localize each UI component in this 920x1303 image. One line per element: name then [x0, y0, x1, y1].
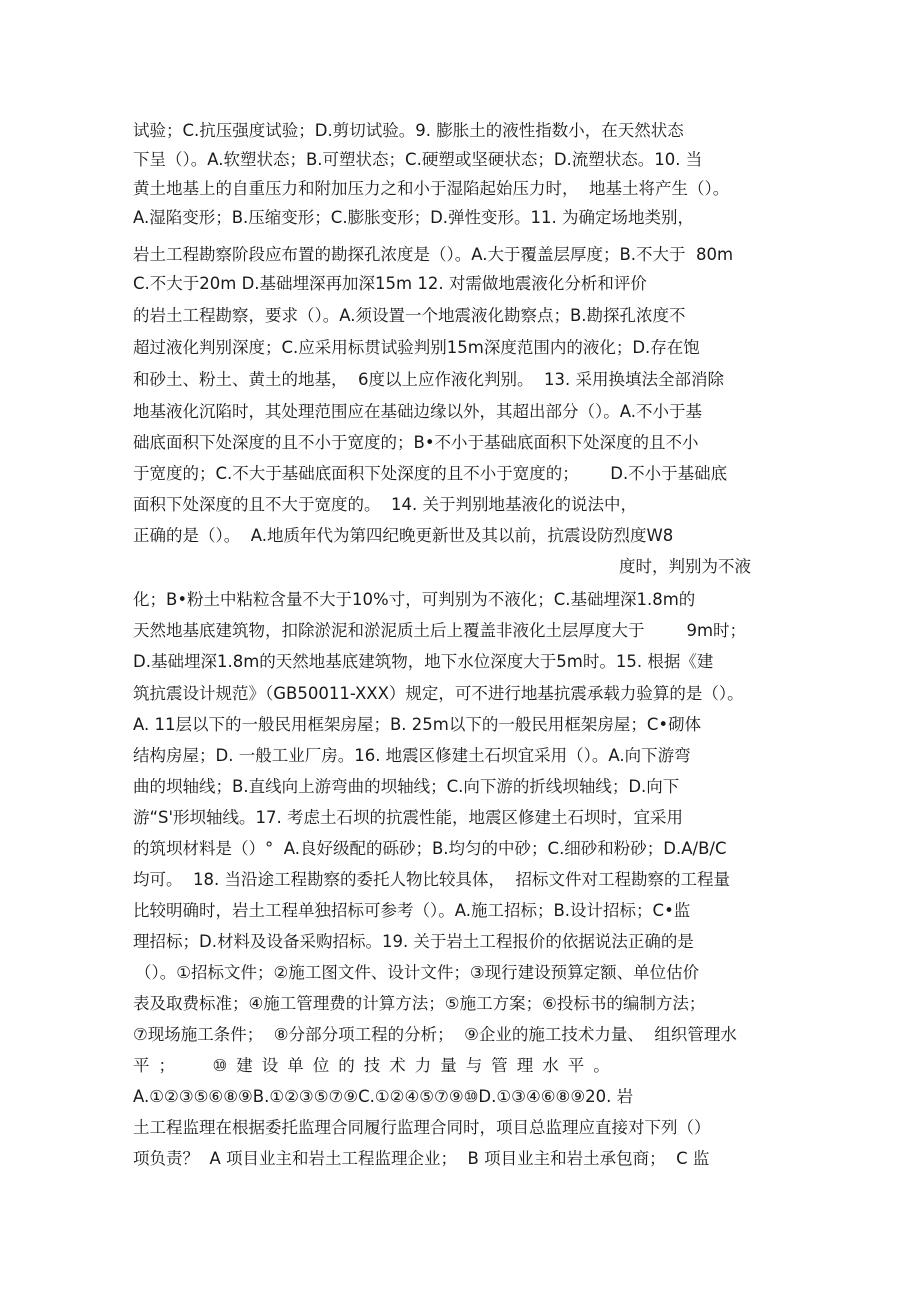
- text-line: 理招标；D.材料及设备采购招标。19. 关于岩土工程报价的依据说法正确的是: [133, 932, 694, 951]
- text-line: 的筑坝材料是（）° A.良好级配的砾砂；B.均匀的中砂；C.细砂和粉砂；D.A/B/C: [133, 839, 727, 858]
- text-line: 和砂土、粉土、黄土的地基， 6度以上应作液化判别。 13. 采用换填法全部消除: [133, 370, 724, 389]
- text-line: 的岩土工程勘察，要求（）。A.须设置一个地震液化勘察点；B.勘探孔浓度不: [133, 306, 686, 325]
- text-line: 超过液化判别深度；C.应采用标贯试验判别15m深度范围内的液化；D.存在饱: [133, 338, 700, 357]
- text-line: A.①②③⑤⑥⑧⑨B.①②③⑤⑦⑨C.①②④⑤⑦⑨⑩D.①③④⑥⑧⑨20. 岩: [133, 1087, 634, 1106]
- text-line: 度时，判别为不液: [619, 557, 751, 576]
- text-line: 项负责？ A 项目业主和岩土工程监理企业； B 项目业主和岩土承包商； C 监: [133, 1149, 710, 1168]
- text-line: 游“S'形坝轴线。17. 考虑土石坝的抗震性能，地震区修建土石坝时，宜采用: [133, 808, 684, 827]
- text-line: 化；B•粉土中粘粒含量不大于10%寸，可判别为不液化；C.基础埋深1.8m的: [133, 590, 696, 609]
- text-line: A. 11层以下的一般民用框架房屋；B. 25m以下的一般民用框架房屋；C•砌体: [133, 715, 702, 734]
- text-line: 曲的坝轴线；B.直线向上游弯曲的坝轴线；C.向下游的折线坝轴线；D.向下: [133, 777, 680, 796]
- text-line: 结构房屋；D. 一般工业厂房。16. 地震区修建土石坝宜采用（）。A.向下游弯: [133, 746, 691, 765]
- text-line: 础底面积下处深度的且不小于宽度的；B•不小于基础底面积下处深度的且不小: [133, 433, 699, 452]
- text-line: 筑抗震设计规范》（GB50011-XXX）规定，可不进行地基抗震承载力验算的是（）。: [133, 684, 744, 703]
- text-line: 天然地基底建筑物，扣除淤泥和淤泥质土后上覆盖非液化土层厚度大于 9m时；: [133, 621, 747, 640]
- text-line: 地基液化沉陷时，其处理范围应在基础边缘以外，其超出部分（）。A.不小于基: [133, 402, 702, 421]
- text-line: 正确的是（）。 A.地质年代为第四纪晚更新世及其以前，抗震设防烈度W8: [133, 526, 674, 545]
- text-line: D.基础埋深1.8m的天然地基底建筑物，地下水位深度大于5m时。15. 根据《建: [133, 652, 714, 671]
- text-line: 比较明确时，岩土工程单独招标可参考（）。A.施工招标；B.设计招标；C•监: [133, 901, 691, 920]
- text-line: 平； ⑩建设单位的技术力量与管理水平。: [133, 1056, 619, 1075]
- text-line: 于宽度的；C.不大于基础底面积下处深度的且不小于宽度的； D.不小于基础底: [133, 464, 728, 483]
- text-line: 表及取费标准；④施工管理费的计算方法；⑤施工方案；⑥投标书的编制方法；: [133, 994, 706, 1013]
- text-line: 岩土工程勘察阶段应布置的勘探孔浓度是（）。A.大于覆盖层厚度；B.不大于 80m: [133, 245, 734, 264]
- text-line: 面积下处深度的且不大于宽度的。 14. 关于判别地基液化的说法中，: [133, 495, 637, 514]
- text-line: 黄土地基上的自重压力和附加压力之和小于湿陷起始压力时， 地基土将产生（）。: [133, 179, 730, 198]
- text-line: 土工程监理在根据委托监理合同履行监理合同时，项目总监理应直接对下列（）: [133, 1118, 711, 1137]
- text-line: A.湿陷变形；B.压缩变形；C.膨胀变形；D.弹性变形。11. 为确定场地类别，: [133, 208, 695, 227]
- text-line: C.不大于20m D.基础埋深再加深15m 12. 对需做地震液化分析和评价: [133, 274, 647, 293]
- text-line: ⑦现场施工条件； ⑧分部分项工程的分析； ⑨企业的施工技术力量、 组织管理水: [133, 1025, 737, 1044]
- text-line: 试验；C.抗压强度试验；D.剪切试验。9. 膨胀土的液性指数小，在天然状态: [133, 121, 684, 140]
- text-line: 下呈（）。A.软塑状态；B.可塑状态；C.硬塑或坚硬状态；D.流塑状态。10. 当: [133, 150, 703, 169]
- text-line: （）。①招标文件；②施工图文件、设计文件；③现行建设预算定额、单位估价: [135, 963, 700, 982]
- text-line: 均可。 18. 当沿途工程勘察的委托人物比较具体， 招标文件对工程勘察的工程量: [133, 870, 730, 889]
